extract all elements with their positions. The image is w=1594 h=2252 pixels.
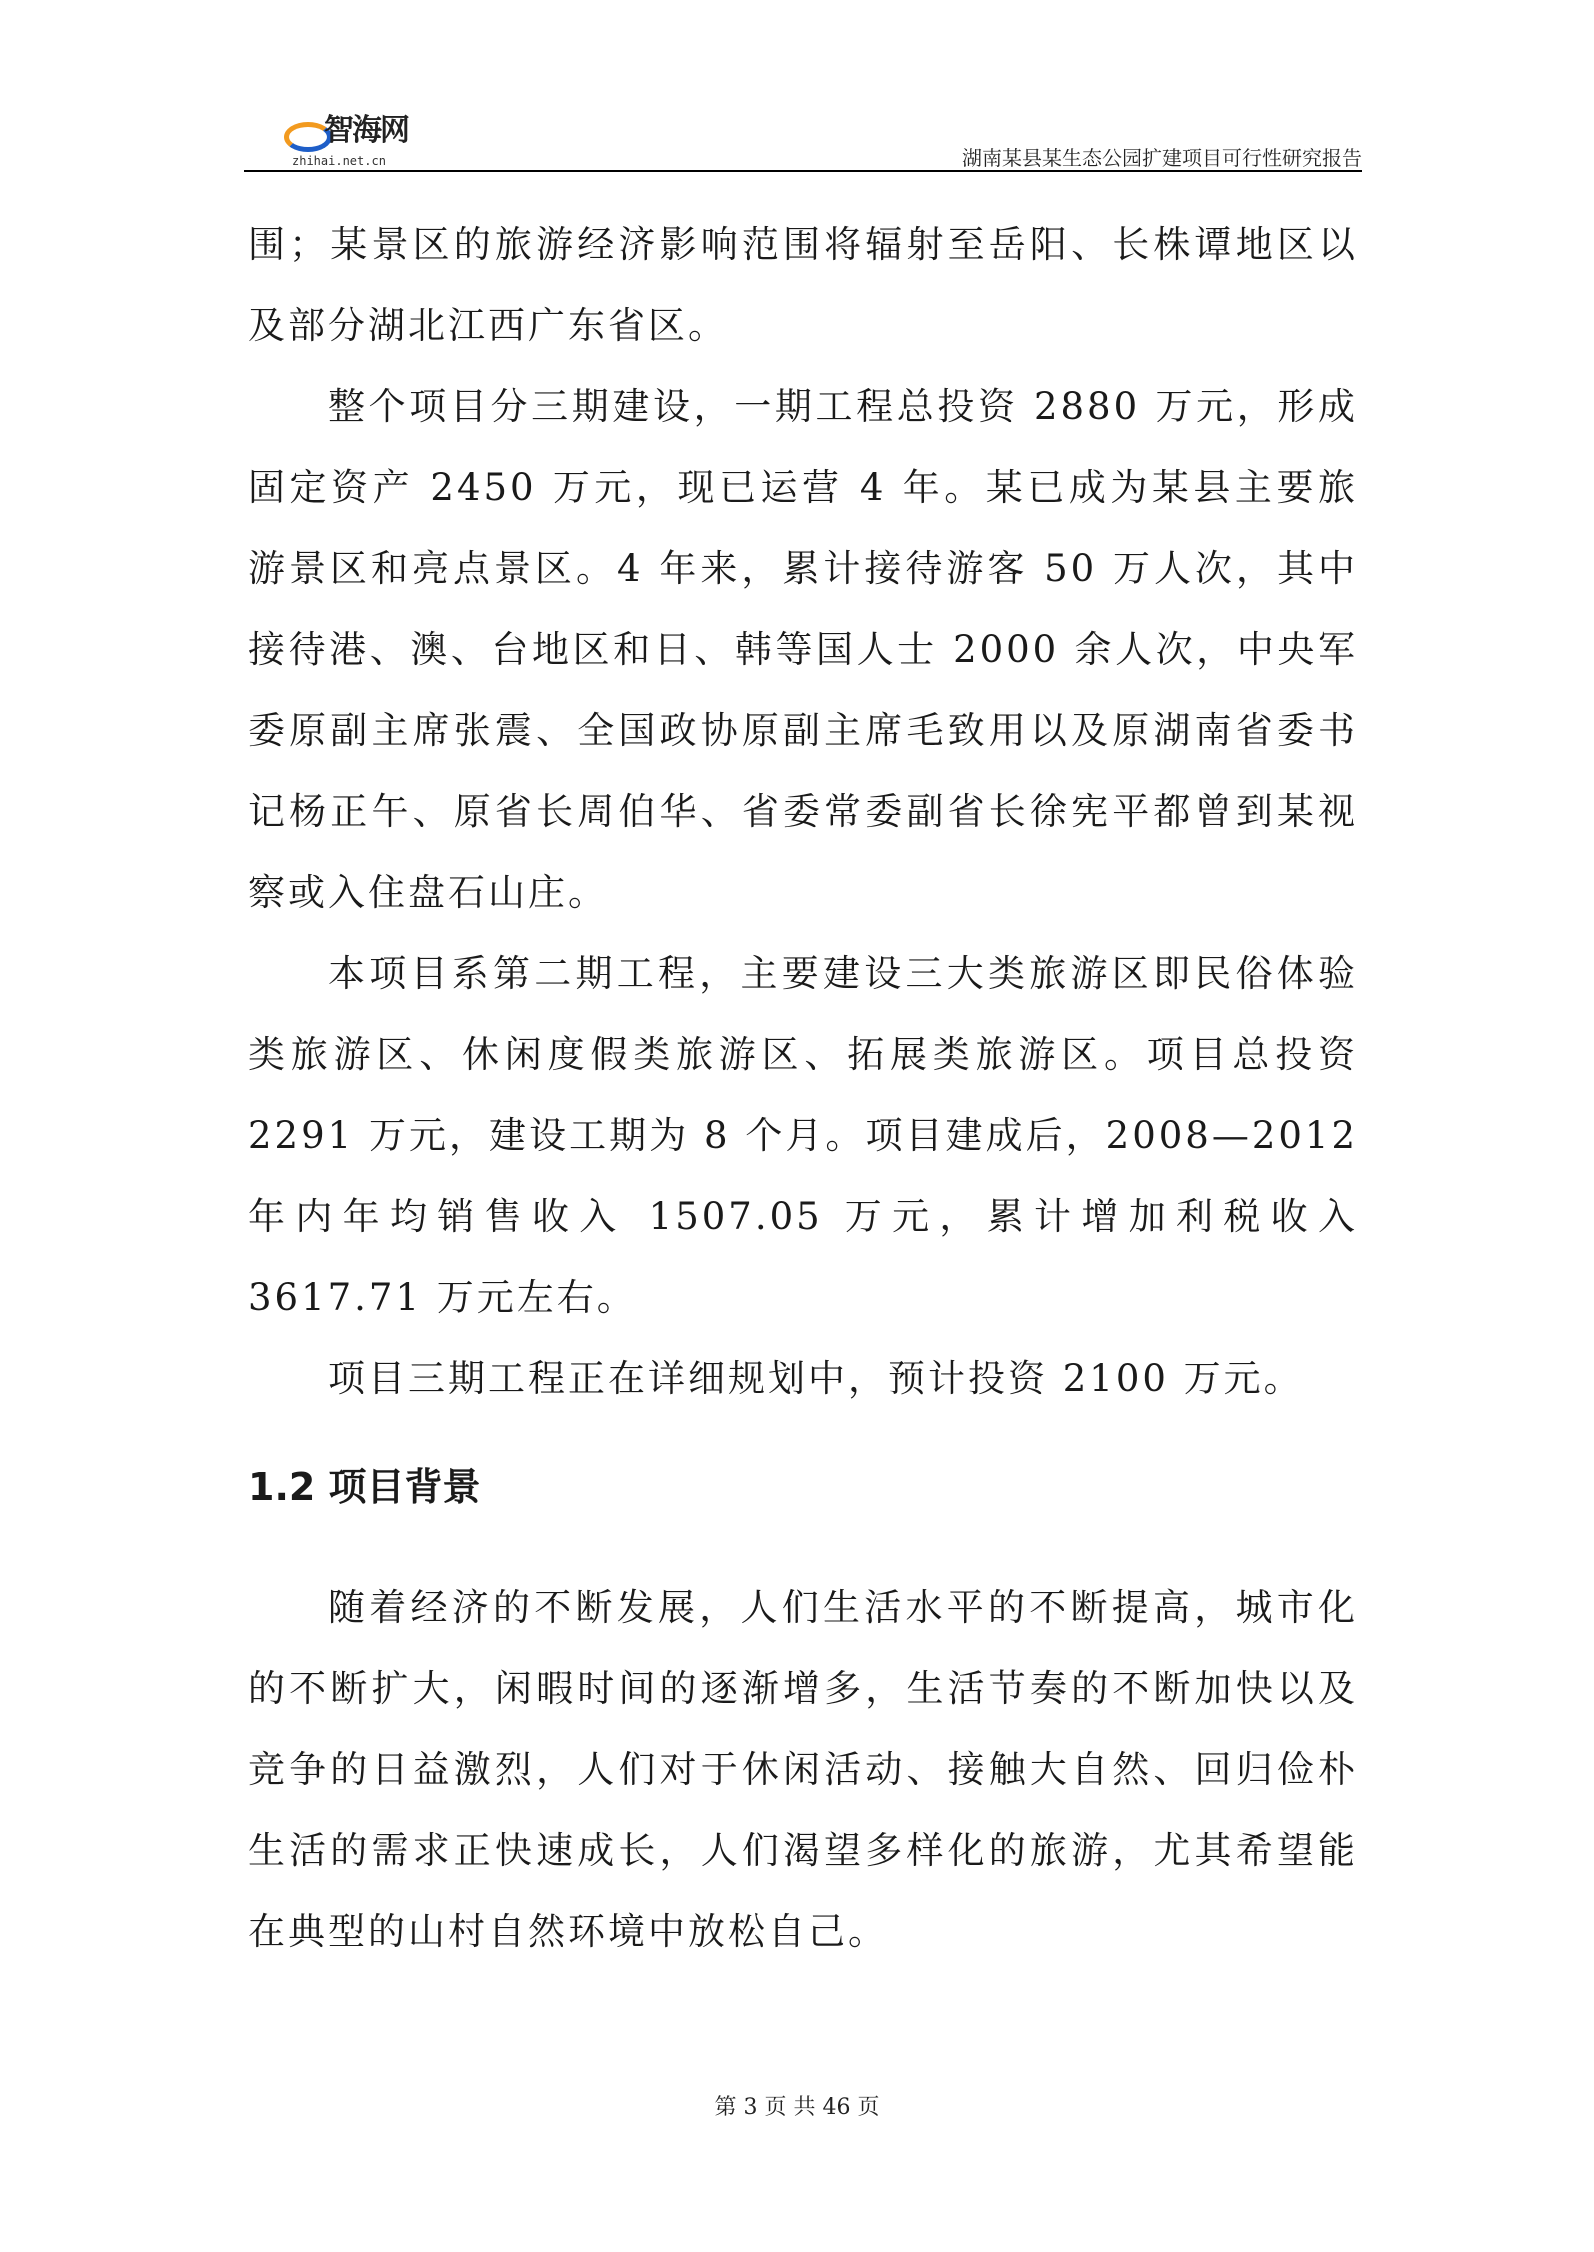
paragraph-continuation: 围；某景区的旅游经济影响范围将辐射至岳阳、长株谭地区以及部分湖北江西广东省区。 — [248, 223, 1358, 347]
logo-domain: zhihai.net.cn — [292, 154, 386, 168]
page-header — [244, 104, 1362, 170]
paragraph-phase-two: 本项目系第二期工程，主要建设三大类旅游区即民俗体验类旅游区、休闲度假类旅游区、拓展类旅游区。项目总投资 2291 万元，建设工期为 8 个月。项目建成后，2008—2012 年内年均销售收入 1507.05 万元，累计增加利税收入 3617.71 万元左右。 — [248, 952, 1358, 1319]
site-logo — [284, 114, 434, 168]
section-heading: 1.2 项目背景 — [248, 1465, 481, 1509]
logo-mark: 智海网 — [324, 113, 408, 148]
report-title: 湖南某县某生态公园扩建项目可行性研究报告 — [962, 146, 1362, 170]
page-number: 第 3 页 共 46 页 — [714, 2095, 880, 2120]
header-divider — [244, 170, 1362, 172]
paragraph-background: 随着经济的不断发展，人们生活水平的不断提高，城市化的不断扩大，闲暇时间的逐渐增多，生活节奏的不断加快以及竞争的日益激烈，人们对于休闲活动、接触大自然、回归俭朴生活的需求正快速成长，人们渴望多样化的旅游，尤其希望能在典型的山村自然环境中放松自己。 — [248, 1586, 1358, 1953]
document-body — [248, 204, 1358, 1972]
paragraph-phase-three: 项目三期工程正在详细规划中，预计投资 2100 万元。 — [328, 1357, 1304, 1400]
paragraph-project-phases: 整个项目分三期建设，一期工程总投资 2880 万元，形成固定资产 2450 万元，现已运营 4 年。某已成为某县主要旅游景区和亮点景区。4 年来，累计接待游客 50 万人次，其中接待港、澳、台地区和日、韩等国人士 2000 余人次，中央军委原副主席张震、全国政协原副主席毛致用以及原湖南省委书记杨正午、原省长周伯华、省委常委副省长徐宪平都曾到某视察或入住盘石山庄。 — [248, 385, 1358, 914]
